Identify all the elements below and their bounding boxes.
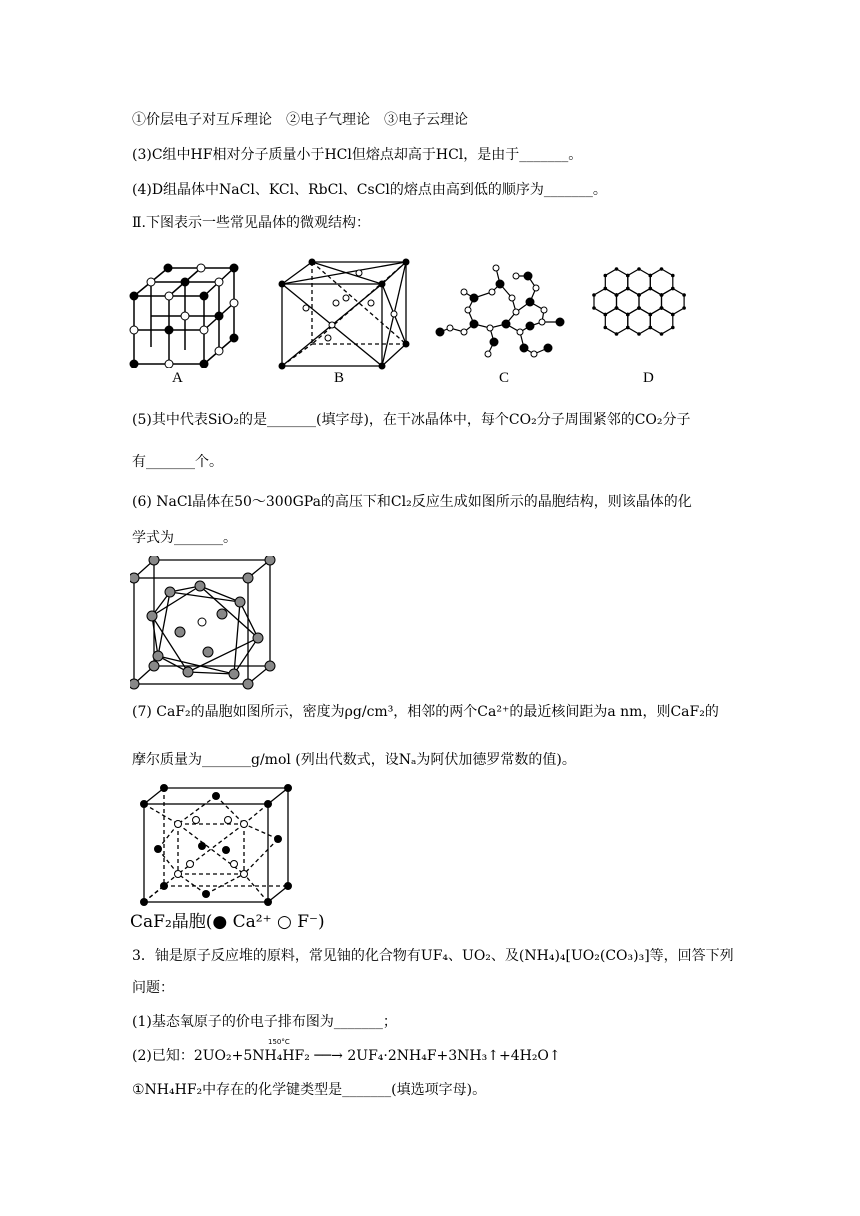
carbon-atom <box>604 326 608 330</box>
caf2-caption: CaF₂晶胞(● Ca²⁺ ○ F⁻) <box>130 912 325 932</box>
carbon-atom <box>637 332 641 336</box>
figure-c-label: C <box>499 370 510 386</box>
figure-d-graphite-layer <box>588 262 706 366</box>
carbon-atom <box>626 287 630 291</box>
carbon-atom <box>592 293 596 297</box>
figure-b-label: B <box>334 370 345 386</box>
text-line-options: ①价层电子对互斥理论 ②电子气理论 ③电子云理论 <box>132 112 468 128</box>
figure-a-cubic-lattice <box>128 262 240 368</box>
question-4-line: (4)D组晶体中NaCl、KCl、RbCl、CsCl的熔点由高到低的顺序为_______。 <box>132 182 607 198</box>
carbon-atom <box>660 267 664 271</box>
carbon-atom <box>649 274 653 278</box>
carbon-atom <box>637 293 641 297</box>
section-ii-heading: Ⅱ.下图表示一些常见晶体的微观结构： <box>132 215 370 231</box>
question-3-part-1: (1)基态氧原子的价电子排布图为_______； <box>132 1014 397 1030</box>
carbon-atom <box>649 313 653 317</box>
hexagon-ring <box>605 308 628 334</box>
question-3-line: (3)C组中HF相对分子质量小于HCl但熔点却高于HCl，是由于_______。 <box>132 147 583 163</box>
carbon-atom <box>626 274 630 278</box>
carbon-atom <box>671 313 675 317</box>
figure-c-silica-structure <box>434 262 574 366</box>
question-7-continued: 摩尔质量为_______g/mol (列出代数式，设Nₐ为阿伏加德罗常数的值)。 <box>132 752 576 768</box>
question-5-continued: 有_______个。 <box>132 454 223 470</box>
hexagon-ring <box>628 308 651 334</box>
question-3-heading: 3．铀是原子反应堆的原料，常见铀的化合物有UF₄、UO₂、及(NH₄)₄[UO₂(CO₃)₃]等，回答下列 <box>132 948 734 964</box>
carbon-atom <box>637 267 641 271</box>
carbon-atom <box>615 332 619 336</box>
carbon-atom <box>660 332 664 336</box>
carbon-atom <box>649 287 653 291</box>
figure-a-label: A <box>172 370 183 386</box>
carbon-atom <box>671 274 675 278</box>
question-3-heading-continued: 问题： <box>132 980 174 996</box>
carbon-atom <box>604 313 608 317</box>
figure-b-dry-ice-lattice <box>276 258 412 370</box>
carbon-atom <box>615 293 619 297</box>
carbon-atom <box>615 306 619 310</box>
carbon-atom <box>682 293 686 297</box>
carbon-atom <box>637 306 641 310</box>
reaction-condition: 150°C <box>268 1038 290 1046</box>
hexagon-ring <box>650 308 673 334</box>
question-6-line: (6) NaCl晶体在50～300GPa的高压下和Cl₂反应生成如图所示的晶胞结构，则该晶体的化 <box>132 494 692 510</box>
carbon-atom <box>660 293 664 297</box>
question-5-line: (5)其中代表SiO₂的是_______(填字母)，在干冰晶体中，每个CO₂分子周围紧邻的CO₂分子 <box>132 412 691 428</box>
carbon-atom <box>604 274 608 278</box>
figure-caf2-cell <box>138 784 294 906</box>
question-3-part-2-equation: (2)已知：2UO₂+5NH₄HF₂ ──→ 2UF₄·2NH₄F+3NH₃↑+4H₂O↑ <box>132 1048 561 1064</box>
carbon-atom <box>604 287 608 291</box>
carbon-atom <box>660 306 664 310</box>
carbon-atom <box>615 267 619 271</box>
carbon-atom <box>649 326 653 330</box>
question-3-part-2-sub-1: ①NH₄HF₂中存在的化学键类型是_______(填选项字母)。 <box>132 1082 487 1098</box>
carbon-atom <box>626 326 630 330</box>
question-7-line: (7) CaF₂的晶胞如图所示，密度为ρg/cm³，相邻的两个Ca²⁺的最近核间距为a nm，则CaF₂的 <box>132 704 719 720</box>
figure-d-label: D <box>643 370 654 386</box>
carbon-atom <box>682 306 686 310</box>
carbon-atom <box>626 313 630 317</box>
carbon-atom <box>671 326 675 330</box>
carbon-atom <box>671 287 675 291</box>
carbon-atom <box>592 306 596 310</box>
question-6-continued: 学式为_______。 <box>132 530 237 546</box>
figure-nacl-high-pressure-cell <box>130 556 278 690</box>
